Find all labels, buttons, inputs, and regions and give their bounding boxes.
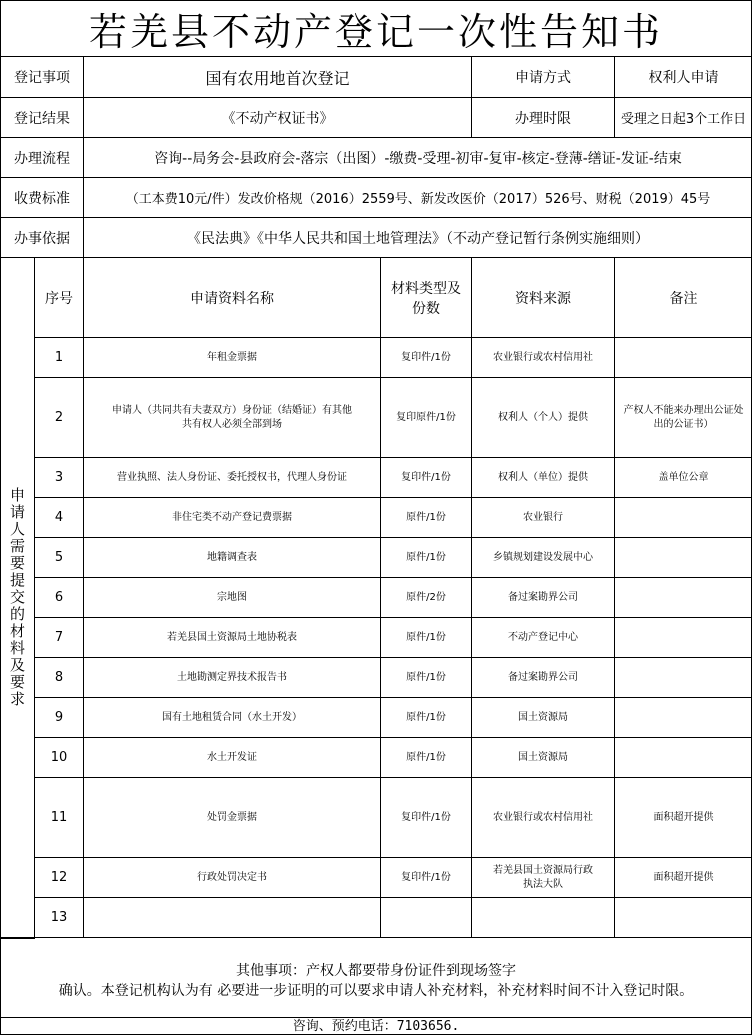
row-source: 国土资源局 <box>472 698 615 738</box>
header-note: 备注 <box>615 258 752 338</box>
table-row <box>1 618 752 658</box>
result-label: 登记结果 <box>1 98 84 138</box>
row-no: 11 <box>35 778 84 858</box>
row-type: 原件/1份 <box>381 498 472 538</box>
row-source: 若羌县国土资源局行政执法大队 <box>472 858 615 898</box>
item-label: 登记事项 <box>1 57 84 98</box>
row-source: 乡镇规划建设发展中心 <box>472 538 615 578</box>
header-name: 申请资料名称 <box>84 258 381 338</box>
row-note <box>615 898 752 938</box>
row-no: 12 <box>35 858 84 898</box>
row-source: 备过案勘界公司 <box>472 578 615 618</box>
row-no: 6 <box>35 578 84 618</box>
header-no: 序号 <box>35 258 84 338</box>
row-name: 年租金票据 <box>84 338 381 378</box>
row-source: 农业银行 <box>472 498 615 538</box>
table-row <box>1 498 752 538</box>
row-source: 权利人（单位）提供 <box>472 458 615 498</box>
row-note <box>615 538 752 578</box>
row-name: 宗地图 <box>84 578 381 618</box>
row-type: 原件/1份 <box>381 698 472 738</box>
result-value: 《不动产权证书》 <box>84 98 472 138</box>
row-type: 原件/1份 <box>381 738 472 778</box>
row-no: 5 <box>35 538 84 578</box>
row-name: 国有土地租赁合同（水土开发） <box>84 698 381 738</box>
row-type: 原件/1份 <box>381 618 472 658</box>
table-row <box>1 858 752 898</box>
materials-side-label: 申请人需要提交的材料及要求 <box>1 258 35 939</box>
row-name: 土地勘测定界技术报告书 <box>84 658 381 698</box>
row-name: 申请人（共同共有夫妻双方）身份证（结婚证）有其他共有权人必须全部到场 <box>84 378 381 458</box>
row-note: 面积超开提供 <box>615 778 752 858</box>
page-title: 若羌县不动产登记一次性告知书 <box>0 0 752 57</box>
basis-label: 办事依据 <box>1 218 84 258</box>
row-name: 行政处罚决定书 <box>84 858 381 898</box>
notice-table <box>0 56 752 939</box>
row-type: 复印原件/1份 <box>381 378 472 458</box>
contact-phone: 咨询、预约电话：7103656. <box>0 1017 752 1036</box>
row-name: 若羌县国土资源局土地协税表 <box>84 618 381 658</box>
row-source: 农业银行或农村信用社 <box>472 338 615 378</box>
process-value: 咨询--局务会-县政府会-落宗（出图）-缴费-受理-初审-复审-核定-登薄-缮证-发证-结束 <box>84 138 752 178</box>
row-note <box>615 698 752 738</box>
table-row <box>1 458 752 498</box>
fee-value: （工本费10元/件）发改价格规（2016）2559号、新发改医价（2017）526号、财税（2019）45号 <box>84 178 752 218</box>
row-source: 国土资源局 <box>472 738 615 778</box>
fee-label: 收费标准 <box>1 178 84 218</box>
row-type: 复印件/1份 <box>381 778 472 858</box>
row-type <box>381 898 472 938</box>
table-row <box>1 338 752 378</box>
other-matters-line1: 其他事项：产权人都要带身份证件到现场签字 <box>0 960 752 980</box>
row-no: 9 <box>35 698 84 738</box>
header-type: 材料类型及份数 <box>381 258 472 338</box>
row-note: 盖单位公章 <box>615 458 752 498</box>
row-no: 13 <box>35 898 84 938</box>
row-type: 原件/1份 <box>381 538 472 578</box>
time-label: 办理时限 <box>472 98 615 138</box>
row-source: 农业银行或农村信用社 <box>472 778 615 858</box>
row-note <box>615 578 752 618</box>
table-row <box>1 898 752 938</box>
row-name: 处罚金票据 <box>84 778 381 858</box>
row-note <box>615 658 752 698</box>
row-name: 水土开发证 <box>84 738 381 778</box>
row-source <box>472 898 615 938</box>
row-type: 原件/2份 <box>381 578 472 618</box>
method-value: 权利人申请 <box>615 57 752 98</box>
row-note <box>615 738 752 778</box>
row-note: 产权人不能来办理出公证处出的公证书） <box>615 378 752 458</box>
row-no: 8 <box>35 658 84 698</box>
row-no: 1 <box>35 338 84 378</box>
table-row <box>1 778 752 858</box>
other-matters-line2: 确认。本登记机构认为有 必要进一步证明的可以要求申请人补充材料，补充材料时间不计入登记时限。 <box>0 980 752 1000</box>
header-source: 资料来源 <box>472 258 615 338</box>
row-name <box>84 898 381 938</box>
row-no: 4 <box>35 498 84 538</box>
row-source: 备过案勘界公司 <box>472 658 615 698</box>
row-name: 地籍调查表 <box>84 538 381 578</box>
other-matters <box>0 937 752 1018</box>
basis-value: 《民法典》《中华人民共和国土地管理法》（不动产登记暂行条例实施细则） <box>84 218 752 258</box>
row-note <box>615 338 752 378</box>
row-no: 10 <box>35 738 84 778</box>
row-no: 7 <box>35 618 84 658</box>
row-type: 复印件/1份 <box>381 458 472 498</box>
row-note <box>615 618 752 658</box>
row-type: 复印件/1份 <box>381 858 472 898</box>
table-row <box>1 538 752 578</box>
row-name: 营业执照、法人身份证、委托授权书，代理人身份证 <box>84 458 381 498</box>
table-row <box>1 658 752 698</box>
table-row <box>1 698 752 738</box>
row-name: 非住宅类不动产登记费票据 <box>84 498 381 538</box>
table-row <box>1 578 752 618</box>
row-no: 2 <box>35 378 84 458</box>
table-row <box>1 738 752 778</box>
item-value: 国有农用地首次登记 <box>84 57 472 98</box>
row-source: 不动产登记中心 <box>472 618 615 658</box>
row-type: 原件/1份 <box>381 658 472 698</box>
row-no: 3 <box>35 458 84 498</box>
time-value: 受理之日起3个工作日 <box>615 98 752 138</box>
table-row <box>1 378 752 458</box>
process-label: 办理流程 <box>1 138 84 178</box>
row-note <box>615 498 752 538</box>
row-note: 面积超开提供 <box>615 858 752 898</box>
method-label: 申请方式 <box>472 57 615 98</box>
row-type: 复印件/1份 <box>381 338 472 378</box>
row-source: 权利人（个人）提供 <box>472 378 615 458</box>
